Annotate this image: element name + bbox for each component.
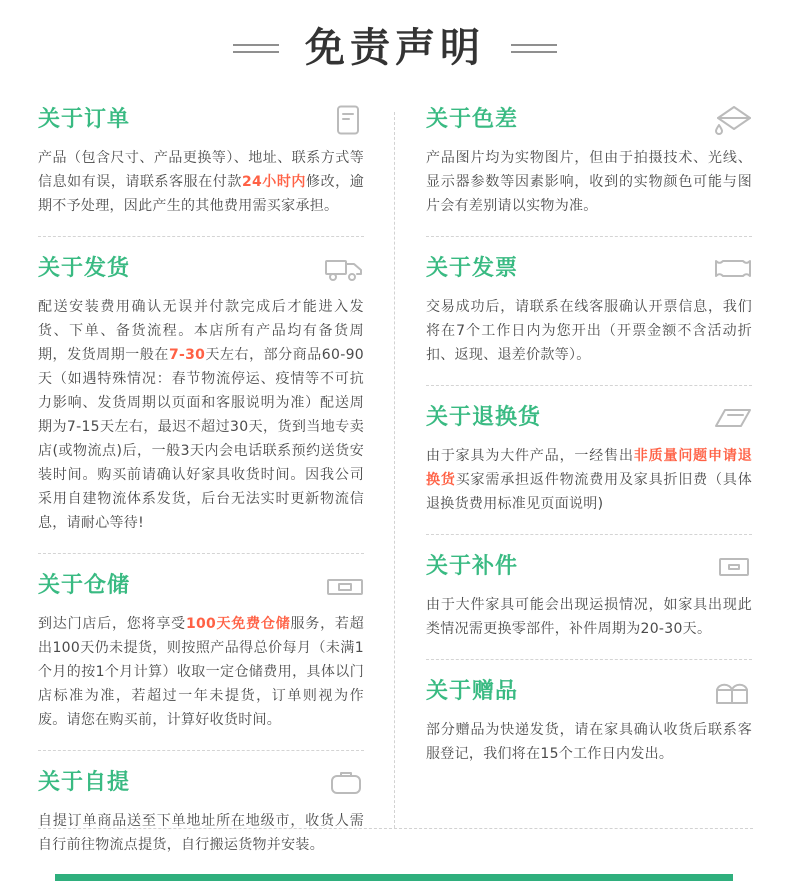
section-about-self-pickup bbox=[38, 750, 364, 875]
section-header bbox=[426, 676, 752, 708]
section-heading: 关于自提 bbox=[38, 769, 131, 795]
warehouse-icon bbox=[326, 573, 364, 599]
section-header bbox=[38, 104, 364, 136]
content bbox=[0, 88, 790, 875]
document-icon bbox=[332, 105, 364, 135]
exchange-icon bbox=[714, 406, 752, 430]
vertical-dashed-divider bbox=[394, 112, 395, 828]
section-header bbox=[426, 551, 752, 583]
section-paragraph: 部分赠品为快递发货，请在家具确认收货后联系客服登记，我们将在15个工作日内发出。 bbox=[426, 722, 752, 762]
section-paragraph: 由于家具为大件产品，一经售出非质量问题申请退换货买家需承担返件物流费用及家具折旧费（具体退换货费用标准见页面说明) bbox=[426, 448, 752, 512]
section-header bbox=[38, 253, 364, 285]
section-header bbox=[426, 402, 752, 434]
section-paragraph: 自提订单商品送至下单地址所在地级市，收货人需自行前往物流点提货，自行搬运货物并安装。 bbox=[38, 813, 364, 853]
section-heading: 关于仓储 bbox=[38, 572, 131, 598]
footer-accent-bar bbox=[55, 874, 733, 881]
section-header bbox=[426, 104, 752, 136]
bottom-dashed-line bbox=[38, 828, 753, 829]
section-header bbox=[426, 253, 752, 285]
section-about-shipping bbox=[38, 236, 364, 553]
gift-box-icon bbox=[712, 679, 752, 705]
section-header bbox=[38, 767, 364, 799]
section-heading: 关于赠品 bbox=[426, 678, 519, 704]
section-about-storage bbox=[38, 553, 364, 750]
title-decoration-right bbox=[511, 44, 557, 53]
truck-icon bbox=[324, 255, 364, 283]
section-about-returns bbox=[426, 385, 752, 534]
parcel-icon bbox=[716, 555, 752, 579]
paint-drop-icon bbox=[712, 105, 752, 135]
title-decoration-left bbox=[233, 44, 279, 53]
section-paragraph: 产品（包含尺寸、产品更换等）、地址、联系方式等信息如有误，请联系客服在付款24小时内修改，逾期不予处理，因此产生的其他费用需买家承担。 bbox=[38, 150, 365, 214]
section-about-replacement-parts bbox=[426, 534, 752, 659]
section-about-invoice bbox=[426, 236, 752, 385]
section-paragraph: 交易成功后，请联系在线客服确认开票信息，我们将在7个工作日内为您开出（开票金额不含活动折扣、返现、退差价款等）。 bbox=[426, 299, 752, 363]
section-paragraph: 到达门店后，您将享受100天免费仓储服务，若超出100天仍未提货，则按照产品得总价每月（未满1个月的按1个月计算）收取一定仓储费用，具体以门店标准为准，若超过一年未提货，订单则视为作废。请您在购买前，计算好收货时间。 bbox=[38, 616, 365, 728]
section-paragraph: 配送安装费用确认无误并付款完成后才能进入发货、下单、备货流程。本店所有产品均有备货周期，发货周期一般在7-30天左右，部分商品60-90天（如遇特殊情况：春节物流停运、疫情等不可抗力影响、发货周期以页面和客服说明为准）配送周期为7-15天左右，最迟不超过30天，货到当地专卖店(或物流点)后，一般3天内会电话联系预约送货安装时间。购买前请确认好家具收货时间。因我公司采用自建物流体系发货，后台无法实时更新物流信息，请耐心等待! bbox=[38, 299, 364, 531]
section-about-color-difference bbox=[426, 88, 752, 236]
section-heading: 关于发货 bbox=[38, 255, 131, 281]
section-about-order bbox=[38, 88, 364, 236]
section-heading: 关于发票 bbox=[426, 255, 519, 281]
section-heading: 关于订单 bbox=[38, 106, 131, 132]
invoice-icon bbox=[714, 257, 752, 281]
section-heading: 关于色差 bbox=[426, 106, 519, 132]
section-heading: 关于补件 bbox=[426, 553, 519, 579]
page-header bbox=[0, 0, 790, 72]
page-title: 免责声明 bbox=[305, 25, 485, 71]
column-left bbox=[38, 88, 394, 875]
section-about-gifts bbox=[426, 659, 752, 784]
section-heading: 关于退换货 bbox=[426, 404, 542, 430]
section-header bbox=[38, 570, 364, 602]
section-paragraph: 由于大件家具可能会出现运损情况，如家具出现此类情况需更换零部件，补件周期为20-30天。 bbox=[426, 597, 752, 637]
section-paragraph: 产品图片均为实物图片，但由于拍摄技术、光线、显示器参数等因素影响，收到的实物颜色可能与图片会有差别请以实物为准。 bbox=[426, 150, 752, 214]
column-right bbox=[394, 88, 752, 875]
basket-icon bbox=[328, 770, 364, 796]
